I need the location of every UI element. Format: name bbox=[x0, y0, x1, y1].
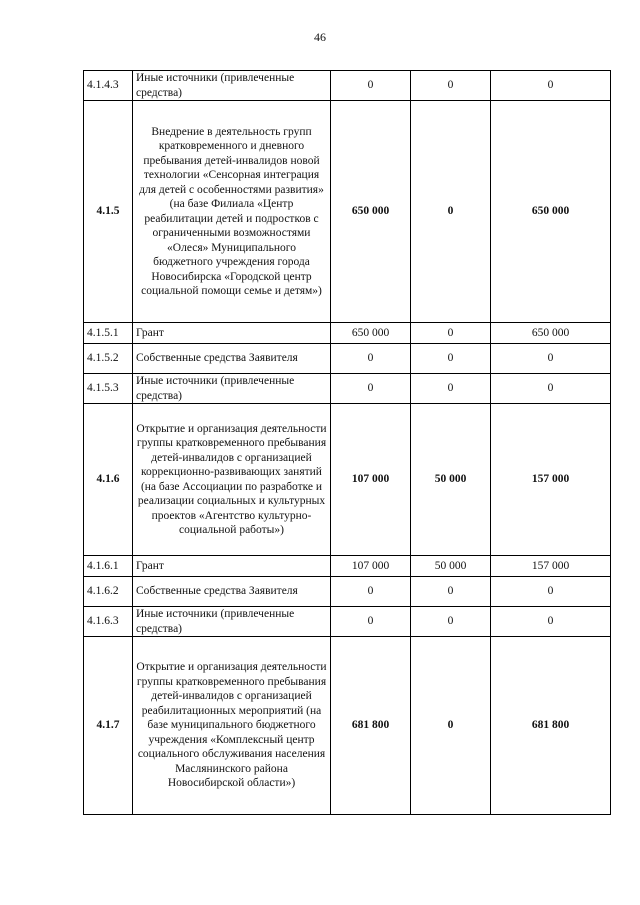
row-value-total: 0 bbox=[491, 607, 611, 637]
row-code: 4.1.7 bbox=[84, 637, 133, 815]
row-value-2: 0 bbox=[411, 344, 491, 374]
row-value-1: 0 bbox=[331, 577, 411, 607]
row-code: 4.1.6 bbox=[84, 404, 133, 556]
row-value-1: 650 000 bbox=[331, 101, 411, 323]
row-value-2: 0 bbox=[411, 637, 491, 815]
row-name: Открытие и организация деятельности группы кратковременного пребывания детей-инвалидов с организацией коррекционно-развивающих занятий (на базе Ассоциации по разработке и реализации социальных и культурных проектов «Агентство культурно-социальной работы») bbox=[133, 404, 331, 556]
row-value-1: 107 000 bbox=[331, 556, 411, 577]
row-value-total: 157 000 bbox=[491, 404, 611, 556]
row-value-1: 0 bbox=[331, 344, 411, 374]
table-row bbox=[84, 556, 611, 577]
row-code: 4.1.6.3 bbox=[84, 607, 133, 637]
row-value-1: 0 bbox=[331, 374, 411, 404]
row-value-total: 0 bbox=[491, 577, 611, 607]
table-row-main bbox=[84, 101, 611, 323]
table-row bbox=[84, 607, 611, 637]
row-value-2: 50 000 bbox=[411, 556, 491, 577]
row-value-total: 0 bbox=[491, 374, 611, 404]
table-row bbox=[84, 71, 611, 101]
row-value-total: 650 000 bbox=[491, 323, 611, 344]
row-code: 4.1.5.1 bbox=[84, 323, 133, 344]
row-name: Собственные средства Заявителя bbox=[133, 577, 331, 607]
row-name: Иные источники (привлеченные средства) bbox=[133, 374, 331, 404]
row-code: 4.1.5.3 bbox=[84, 374, 133, 404]
row-value-1: 650 000 bbox=[331, 323, 411, 344]
row-value-total: 157 000 bbox=[491, 556, 611, 577]
row-value-2: 0 bbox=[411, 577, 491, 607]
row-code: 4.1.6.2 bbox=[84, 577, 133, 607]
row-name: Грант bbox=[133, 556, 331, 577]
row-value-2: 0 bbox=[411, 71, 491, 101]
page-number: 46 bbox=[314, 30, 326, 44]
budget-table-body bbox=[84, 71, 611, 815]
table-row-main bbox=[84, 637, 611, 815]
row-value-2: 0 bbox=[411, 101, 491, 323]
row-value-total: 0 bbox=[491, 71, 611, 101]
row-code: 4.1.5.2 bbox=[84, 344, 133, 374]
budget-table bbox=[83, 70, 611, 815]
row-name: Иные источники (привлеченные средства) bbox=[133, 607, 331, 637]
row-value-total: 0 bbox=[491, 344, 611, 374]
row-name: Иные источники (привлеченные средства) bbox=[133, 71, 331, 101]
row-value-1: 0 bbox=[331, 71, 411, 101]
row-code: 4.1.5 bbox=[84, 101, 133, 323]
row-value-2: 0 bbox=[411, 607, 491, 637]
row-value-1: 681 800 bbox=[331, 637, 411, 815]
table-row-main bbox=[84, 404, 611, 556]
row-value-total: 681 800 bbox=[491, 637, 611, 815]
row-value-2: 0 bbox=[411, 374, 491, 404]
row-code: 4.1.4.3 bbox=[84, 71, 133, 101]
row-value-2: 0 bbox=[411, 323, 491, 344]
table-row bbox=[84, 323, 611, 344]
row-value-total: 650 000 bbox=[491, 101, 611, 323]
row-name: Внедрение в деятельность групп кратковременного и дневного пребывания детей-инвалидов новой технологии «Сенсорная интеграция для детей с особенностями развития» (на базе Филиала «Центр реабилитации детей и подростков с ограниченными возможностями «Олеся» Муниципального бюджетного учреждения города Новосибирска «Городской центр социальной помощи семье и детям») bbox=[133, 101, 331, 323]
table-row bbox=[84, 577, 611, 607]
row-code: 4.1.6.1 bbox=[84, 556, 133, 577]
row-name: Открытие и организация деятельности группы кратковременного пребывания детей-инвалидов с организацией реабилитационных мероприятий (на базе муниципального бюджетного учреждения «Комплексный центр социального обслуживания населения Маслянинского района Новосибирской области») bbox=[133, 637, 331, 815]
row-value-2: 50 000 bbox=[411, 404, 491, 556]
row-name: Собственные средства Заявителя bbox=[133, 344, 331, 374]
row-value-1: 0 bbox=[331, 607, 411, 637]
table-row bbox=[84, 374, 611, 404]
row-name: Грант bbox=[133, 323, 331, 344]
row-value-1: 107 000 bbox=[331, 404, 411, 556]
table-row bbox=[84, 344, 611, 374]
